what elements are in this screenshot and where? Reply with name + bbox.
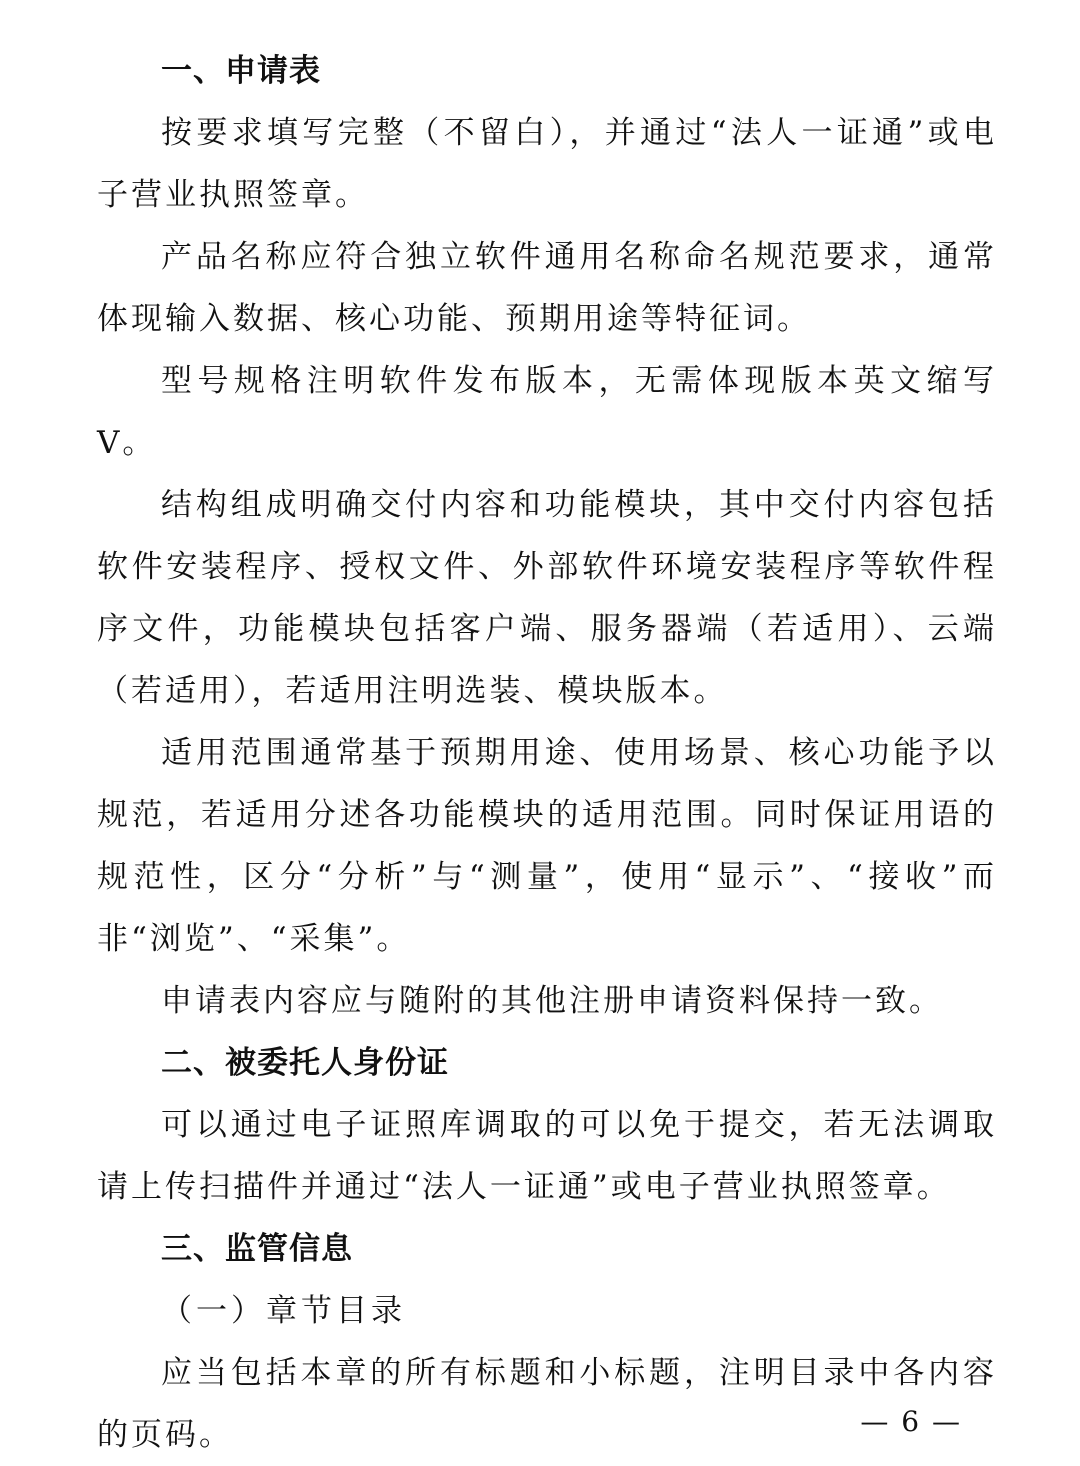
paragraph-structure: 结构组成明确交付内容和功能模块，其中交付内容包括软件安装程序、授权文件、外部软件环境安装程序等软件程序文件，功能模块包括客户端、服务器端（若适用）、云端（若适用），若适用注明选装、模块版本。 — [97, 487, 997, 709]
paragraph-id-card: 可以通过电子证照库调取的可以免于提交，若无法调取请上传扫描件并通过“法人一证通”或电子营业执照签章。 — [97, 1107, 997, 1205]
paragraph-chapter-toc: 应当包括本章的所有标题和小标题，注明目录中各内容的页码。 — [97, 1355, 997, 1453]
document-body — [97, 40, 997, 1466]
page-number: — 6 — — [860, 1405, 962, 1438]
paragraph-product-name: 产品名称应符合独立软件通用名称命名规范要求，通常体现输入数据、核心功能、预期用途等特征词。 — [97, 239, 997, 337]
subsection-heading-chapter-toc: （一）章节目录 — [161, 1293, 406, 1329]
paragraph-consistency: 申请表内容应与随附的其他注册申请资料保持一致。 — [161, 983, 943, 1019]
paragraph-model-spec: 型号规格注明软件发布版本，无需体现版本英文缩写V。 — [97, 363, 997, 461]
paragraph-scope: 适用范围通常基于预期用途、使用场景、核心功能予以规范，若适用分述各功能模块的适用范围。同时保证用语的规范性，区分“分析”与“测量”，使用“显示”、“接收”而非“浏览”、“采集”。 — [97, 735, 997, 957]
section-heading-regulatory-info: 三、监管信息 — [161, 1231, 353, 1267]
paragraph-fill-requirements: 按要求填写完整（不留白），并通过“法人一证通”或电子营业执照签章。 — [97, 115, 997, 213]
section-heading-id-card: 二、被委托人身份证 — [161, 1045, 449, 1081]
section-heading-application-form: 一、申请表 — [161, 53, 321, 89]
